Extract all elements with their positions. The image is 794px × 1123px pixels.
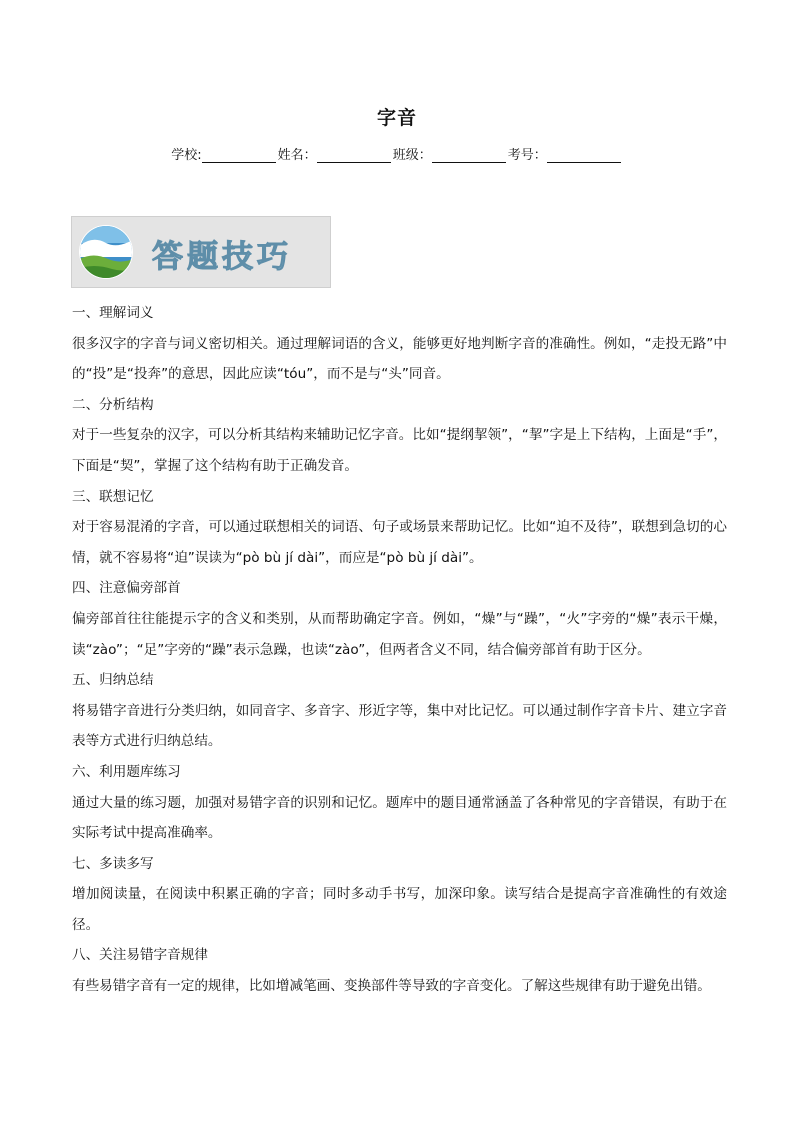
school-label: 学校: bbox=[171, 148, 202, 163]
banner-title: 答题技巧 bbox=[152, 239, 292, 275]
section-heading: 一、理解词义 bbox=[72, 305, 154, 321]
section-body: 有些易错字音有一定的规律，比如增减笔画、变换部件等导致的字音变化。了解这些规律有助于避免出错。 bbox=[72, 978, 711, 995]
name-blank bbox=[317, 148, 391, 163]
exam-number-label: 考号： bbox=[507, 148, 547, 163]
section-heading: 八、关注易错字音规律 bbox=[72, 947, 208, 964]
section-body: 很多汉字的字音与词义密切相关。通过理解词语的含义，能够更好地判断字音的准确性。例如，“走投无路”中的“投”是“投奔”的意思，因此应读“tóu”，而不是与“头”同音。 bbox=[72, 335, 727, 383]
tips-banner bbox=[71, 216, 331, 288]
section-body: 对于一些复杂的汉字，可以分析其结构来辅助记忆字音。比如“提纲挈领”，“挈”字是上下结构，上面是“手”，下面是“契”，掌握了这个结构有助于正确发音。 bbox=[72, 427, 727, 474]
class-label: 班级： bbox=[392, 148, 432, 163]
class-blank bbox=[432, 148, 506, 163]
exam-number-blank bbox=[547, 148, 621, 163]
student-info-line bbox=[0, 144, 794, 163]
section-body: 偏旁部首往往能提示字的含义和类别，从而帮助确定字音。例如，“燥”与“躁”，“火”字旁的“燥”表示干燥，读“zào”；“足”字旁的“躁”表示急躁，也读“zào”，但两者含义不同，结合偏旁部首有助于区分。 bbox=[72, 610, 727, 658]
tips-content bbox=[72, 298, 727, 1002]
section-heading: 三、联想记忆 bbox=[72, 488, 154, 505]
school-blank bbox=[202, 148, 276, 163]
section-heading: 五、归纳总结 bbox=[72, 672, 154, 689]
name-label: 姓名： bbox=[277, 148, 317, 163]
section-heading: 二、分析结构 bbox=[72, 396, 154, 413]
section-heading: 七、多读多写 bbox=[72, 855, 154, 872]
section-heading: 四、注意偏旁部首 bbox=[72, 580, 181, 597]
section-body: 通过大量的练习题，加强对易错字音的识别和记忆。题库中的题目通常涵盖了各种常见的字音错误，有助于在实际考试中提高准确率。 bbox=[72, 794, 727, 842]
section-heading: 六、利用题库练习 bbox=[72, 763, 181, 780]
section-body: 对于容易混淆的字音，可以通过联想相关的词语、句子或场景来帮助记忆。比如“迫不及待”，联想到急切的心情，就不容易将“迫”误读为“pò bù jí dài”，而应是“pò bù jí dài”。 bbox=[72, 519, 727, 566]
section-body: 将易错字音进行分类归纳，如同音字、多音字、形近字等，集中对比记忆。可以通过制作字音卡片、建立字音表等方式进行归纳总结。 bbox=[72, 702, 727, 750]
page-title: 字音 bbox=[376, 107, 417, 129]
section-body: 增加阅读量，在阅读中积累正确的字音；同时多动手书写，加深印象。读写结合是提高字音准确性的有效途径。 bbox=[72, 886, 727, 933]
